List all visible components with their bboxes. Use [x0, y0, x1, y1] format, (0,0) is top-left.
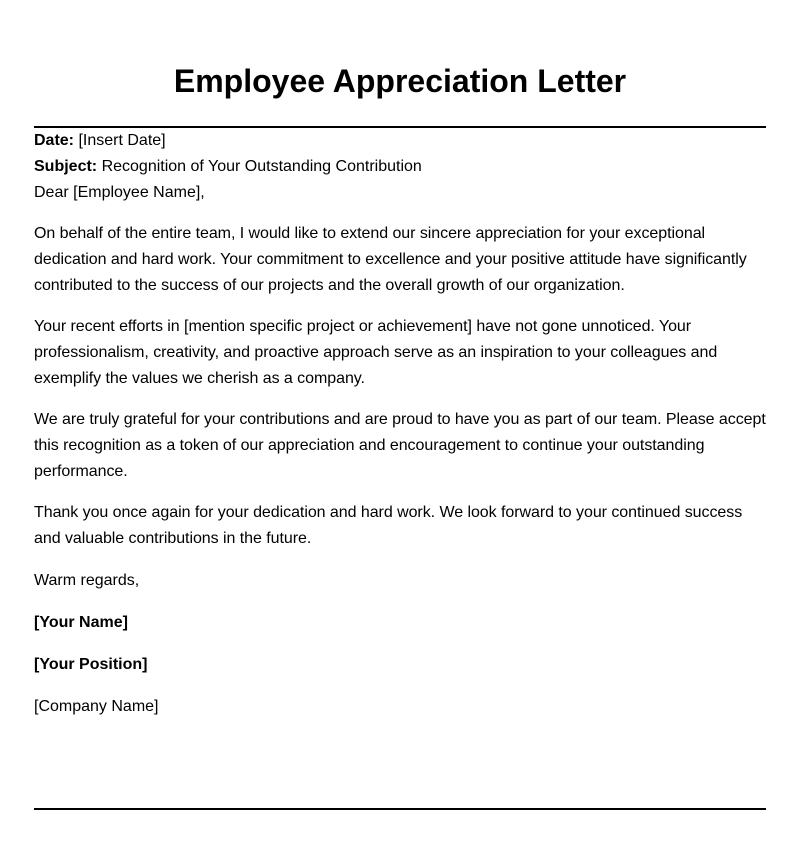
- greeting: Dear [Employee Name],: [34, 184, 205, 201]
- paragraph-2: Your recent efforts in [mention specific project or achievement] have not gone unnoticed. Your professionalism, creativity, and proactive approach serve as an inspiration to your colleagues and exemplify the values we cherish as a company.: [34, 318, 718, 387]
- date-line: [34, 128, 766, 154]
- subject-line: [34, 154, 766, 180]
- date-label: Date:: [34, 132, 75, 149]
- signature-name: [Your Name]: [34, 614, 128, 631]
- closing: Warm regards,: [34, 572, 140, 589]
- page-title: Employee Appreciation Letter: [173, 63, 627, 99]
- paragraph-4: Thank you once again for your dedication and hard work. We look forward to your continued success and valuable contributions in the future.: [34, 504, 743, 547]
- signature-company: [Company Name]: [34, 698, 159, 715]
- paragraph-1: On behalf of the entire team, I would like to extend our sincere appreciation for your exceptional dedication and hard work. Your commitment to excellence and your positive attitude have significantly contributed to the success of our projects and the overall growth of our organization.: [34, 225, 747, 294]
- subject-value: Recognition of Your Outstanding Contribution: [101, 158, 422, 175]
- date-value: [Insert Date]: [78, 132, 166, 149]
- paragraph-3: We are truly grateful for your contributions and are proud to have you as part of our team. Please accept this recognition as a token of our appreciation and encouragement to continue your outstanding performance.: [34, 411, 766, 480]
- signature-position: [Your Position]: [34, 656, 148, 673]
- subject-label: Subject:: [34, 158, 98, 175]
- letter-body: [34, 128, 766, 720]
- bottom-divider: [34, 808, 766, 810]
